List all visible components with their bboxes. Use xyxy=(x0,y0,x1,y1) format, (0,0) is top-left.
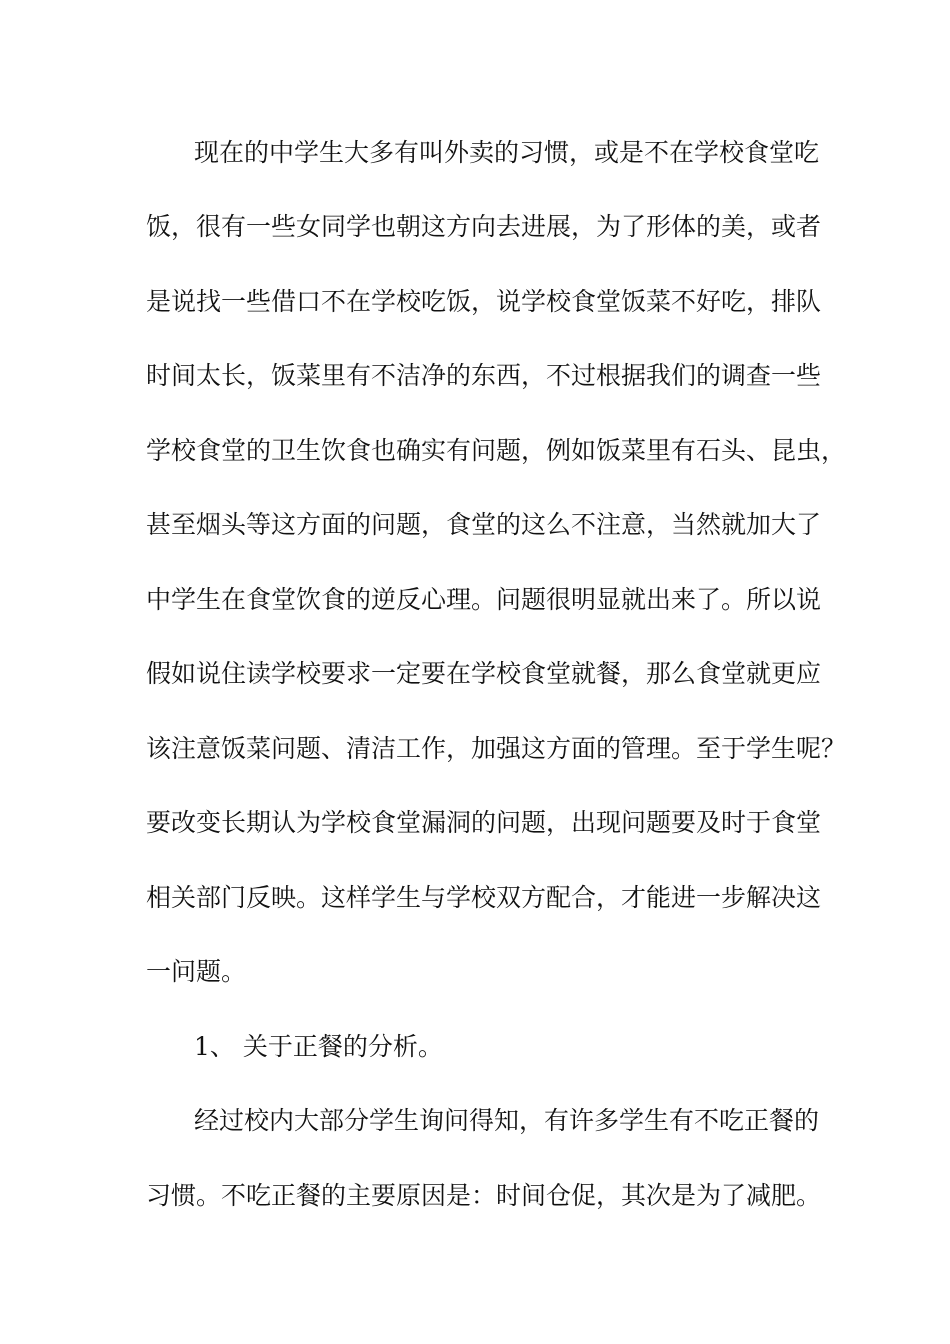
paragraph-1-line-4: 时间太长，饭菜里有不洁净的东西，不过根据我们的调查一些 xyxy=(146,361,822,390)
paragraph-1-line-8: 假如说住读学校要求一定要在学校食堂就餐，那么食堂就更应 xyxy=(146,659,822,688)
paragraph-1-line-1: 现在的中学生大多有叫外卖的习惯，或是不在学校食堂吃 xyxy=(194,138,820,167)
paragraph-1-line-6: 甚至烟头等这方面的问题，食堂的这么不注意，当然就加大了 xyxy=(146,510,822,539)
paragraph-1-line-3: 是说找一些借口不在学校吃饭，说学校食堂饭菜不好吃，排队 xyxy=(146,287,822,316)
paragraph-1-line-7: 中学生在食堂饮食的逆反心理。问题很明显就出来了。所以说 xyxy=(146,585,822,614)
paragraph-1-line-12: 一问题。 xyxy=(146,957,247,986)
paragraph-1-line-5: 学校食堂的卫生饮食也确实有问题，例如饭菜里有石头、昆虫， xyxy=(146,436,847,465)
section-heading: 1、 关于正餐的分析。 xyxy=(194,1032,443,1061)
paragraph-2-line-1: 经过校内大部分学生询问得知，有许多学生有不吃正餐的 xyxy=(194,1106,820,1135)
paragraph-1-line-10: 要改变长期认为学校食堂漏洞的问题，出现问题要及时于食堂 xyxy=(146,808,822,837)
paragraph-1-line-11: 相关部门反映。这样学生与学校双方配合，才能进一步解决这 xyxy=(146,883,822,912)
paragraph-1-line-2: 饭，很有一些女同学也朝这方向去进展，为了形体的美，或者 xyxy=(146,212,822,241)
paragraph-1-line-9: 该注意饭菜问题、清洁工作，加强这方面的管理。至于学生呢？ xyxy=(146,734,847,763)
paragraph-2-line-2: 习惯。不吃正餐的主要原因是：时间仓促，其次是为了减肥。 xyxy=(146,1181,822,1210)
